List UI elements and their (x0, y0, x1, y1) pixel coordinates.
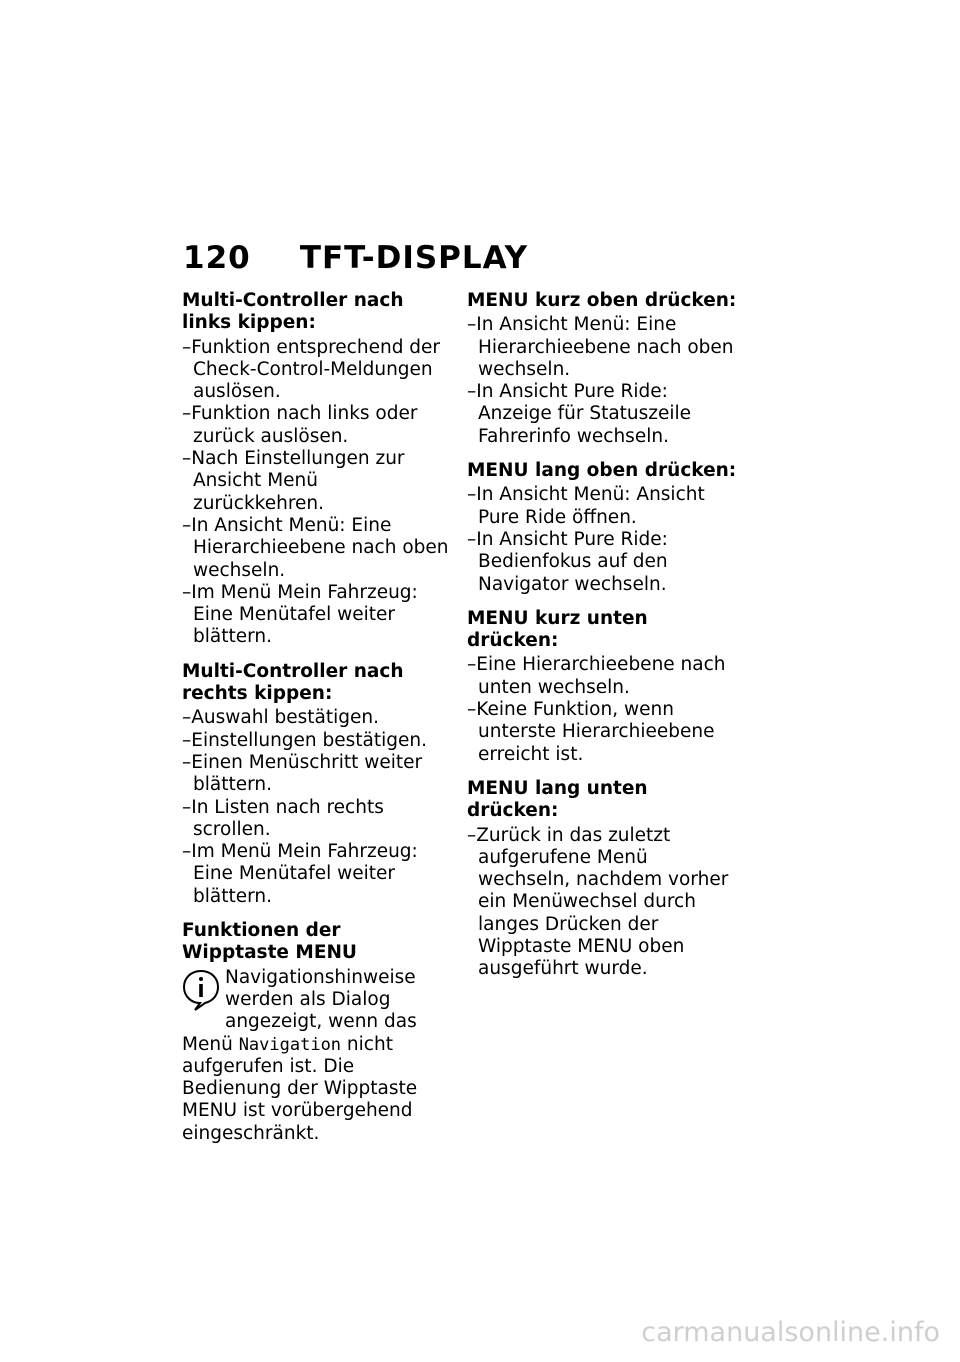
left-column (182, 290, 452, 1145)
section-heading: MENU kurz oben drücken: (467, 290, 737, 311)
section-heading: MENU kurz unten drücken: (467, 607, 648, 652)
list-item: –Funktion entsprechend der Check-Control-Meldungen auslösen. (182, 336, 441, 403)
chapter-title: TFT-DISPLAY (299, 240, 529, 276)
bullet-list (467, 314, 737, 448)
watermark: carmanualsonline.info (641, 1317, 940, 1348)
list-item: –In Ansicht Pure Ride: Anzeige für Statuszeile Fahrerinfo wechseln. (467, 381, 692, 447)
bullet-list (467, 825, 737, 981)
list-item: –In Listen nach rechts scrollen. (182, 796, 384, 840)
list-item: –In Ansicht Pure Ride: Bedienfokus auf den Navigator wechseln. (467, 528, 668, 595)
bullet-list (467, 484, 737, 595)
list-item: –In Ansicht Menü: Eine Hierarchieebene nach oben wechseln. (467, 314, 734, 380)
section-heading: MENU lang unten drücken: (467, 777, 648, 822)
bullet-list (182, 707, 452, 908)
list-item: –In Ansicht Menü: Eine Hierarchieebene nach oben wechseln. (182, 514, 449, 581)
bullet-list (182, 337, 452, 649)
page-header (183, 240, 528, 276)
section-heading: Multi-Controller nach links kippen: (182, 290, 404, 334)
list-item: –Nach Einstellungen zur Ansicht Menü zurückkehren. (182, 448, 405, 514)
section-heading: MENU lang oben drücken: (467, 460, 737, 482)
section-heading: Multi-Controller nach rechts kippen: (182, 660, 404, 705)
bullet-list (467, 654, 737, 765)
list-item: –Funktion nach links oder zurück auslösen. (182, 403, 418, 447)
list-item: –Im Menü Mein Fahrzeug: Eine Menütafel weiter blättern. (182, 581, 418, 648)
list-item: –Einen Menüschritt weiter blättern. (182, 751, 423, 796)
note-text: nicht aufgerufen ist. Die Bedienung der Wipptaste MENU ist vorübergehend eingeschränkt. (182, 1033, 418, 1144)
list-item: –Keine Funktion, wenn unterste Hierarchieebene erreicht ist. (467, 699, 715, 765)
list-item: –In Ansicht Menü: Ansicht Pure Ride öffnen. (467, 484, 705, 528)
info-note (182, 967, 452, 1145)
right-column (467, 290, 737, 993)
list-item: –Auswahl bestätigen. (182, 707, 379, 729)
list-item: –Eine Hierarchieebene nach unten wechseln. (467, 654, 726, 698)
menu-name: Navigation (238, 1034, 342, 1055)
info-icon (181, 968, 221, 1012)
functions-heading: Funktionen der Wipptaste MENU (182, 920, 357, 964)
page-number: 120 (183, 240, 251, 276)
list-item: –Einstellungen bestätigen. (182, 729, 428, 751)
note-text: Navigationshinweise werden als Dialog angezeigt, wenn das Menü (182, 966, 417, 1055)
list-item: –Im Menü Mein Fahrzeug: Eine Menütafel weiter blättern. (182, 841, 418, 907)
list-item: –Zurück in das zuletzt aufgerufene Menü wechseln, nachdem vorher ein Menüwechsel durch langes Drücken der Wipptaste MENU oben ausgeführt wurde. (467, 824, 729, 980)
